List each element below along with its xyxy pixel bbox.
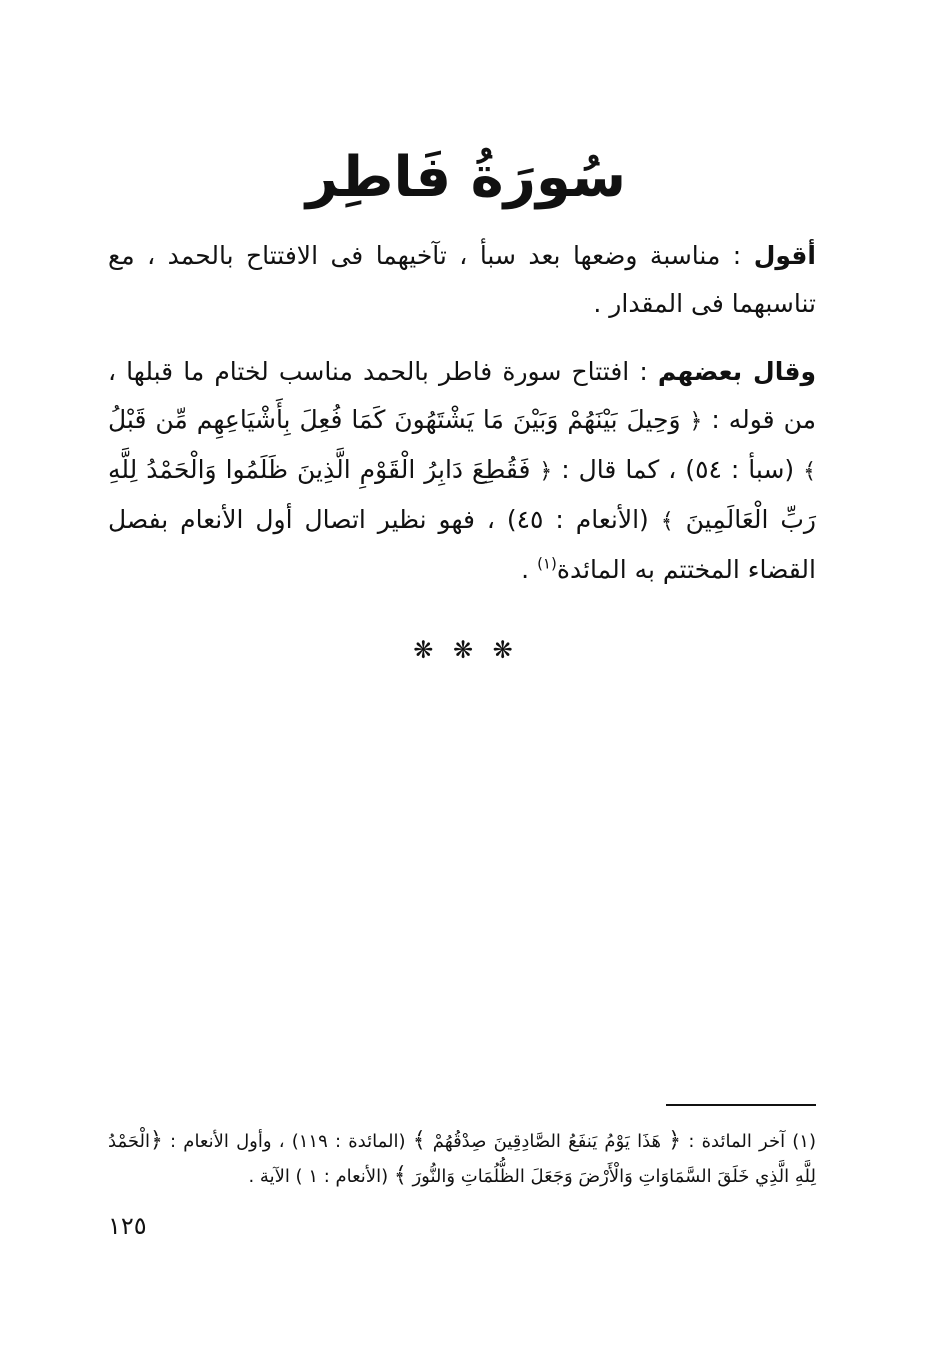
footnote-part-1: (١) آخر المائدة : [681, 1131, 816, 1152]
footnote-marker: (١) [537, 554, 557, 573]
section-separator: ❋ ❋ ❋ [413, 636, 519, 664]
footnote-divider [666, 1104, 816, 1106]
paragraph-2-lead: وقال بعضهم [657, 357, 817, 386]
footnote [108, 1124, 816, 1194]
footnote-verse-2: الْحَمْدُ لِلَّهِ الَّذِي خَلَقَ السَّمَاوَاتِ وَالْأَرْضَ وَجَعَلَ الظُّلُمَاتِ وَالنُّورَ [108, 1131, 816, 1187]
verse-ref-2: (الأنعام : ٤٥) ، فهو نظير اتصال أول الأنعام بفصل القضاء المختتم به المائدة [108, 505, 816, 584]
quran-bracket-open-2: ﴿ [539, 459, 553, 484]
paragraph-1-lead: أقول [753, 241, 816, 270]
page-number: ١٢٥ [108, 1212, 147, 1240]
footnote-verse-1: هَذَا يَوْمُ يَنفَعُ الصَّادِقِينَ صِدْقُهُمْ [432, 1131, 662, 1152]
quran-bracket-close-2: ﴾ [660, 509, 674, 534]
quran-verse-2: فَقُطِعَ دَابِرُ الْقَوْمِ الَّذِينَ ظَلَمُوا وَالْحَمْدُ لِلَّهِ رَبِّ الْعَالَمِينَ [108, 455, 816, 534]
footnote-bracket-close: ﴾ [412, 1128, 426, 1153]
footnote-bracket-open: ﴿ [668, 1128, 682, 1153]
paragraph-1-text: : مناسبة وضعها بعد سبأ ، تآخيهما فى الافتتاح بالحمد ، مع تناسبهما فى المقدار . [108, 241, 816, 318]
footnote-bracket-open-2: ﴿ [149, 1128, 163, 1153]
surah-title: سُورَةُ فَاطِر [305, 145, 627, 210]
footnote-part-3: (الأنعام : ١ ) الآية . [248, 1166, 394, 1187]
paragraph-2-end: . [521, 555, 538, 584]
footnote-bracket-close-2: ﴾ [393, 1163, 407, 1188]
body-text [108, 232, 816, 614]
quran-bracket-open: ﴿ [689, 409, 703, 434]
footnote-part-2: (المائدة : ١١٩) ، وأول الأنعام : [162, 1131, 413, 1152]
paragraph-2-text-1: : افتتاح سورة فاطر بالحمد مناسب لختام ما قبلها ، من قوله : [108, 357, 816, 434]
paragraph-1 [108, 232, 816, 328]
quran-verse-1: وَحِيلَ بَيْنَهُمْ وَبَيْنَ مَا يَشْتَهُونَ كَمَا فُعِلَ بِأَشْيَاعِهِم مِّن قَبْلُ [108, 405, 681, 434]
paragraph-2 [108, 348, 816, 594]
verse-ref-1: (سبأ : ٥٤) ، كما قال : [552, 455, 804, 484]
quran-bracket-close: ﴾ [803, 459, 817, 484]
